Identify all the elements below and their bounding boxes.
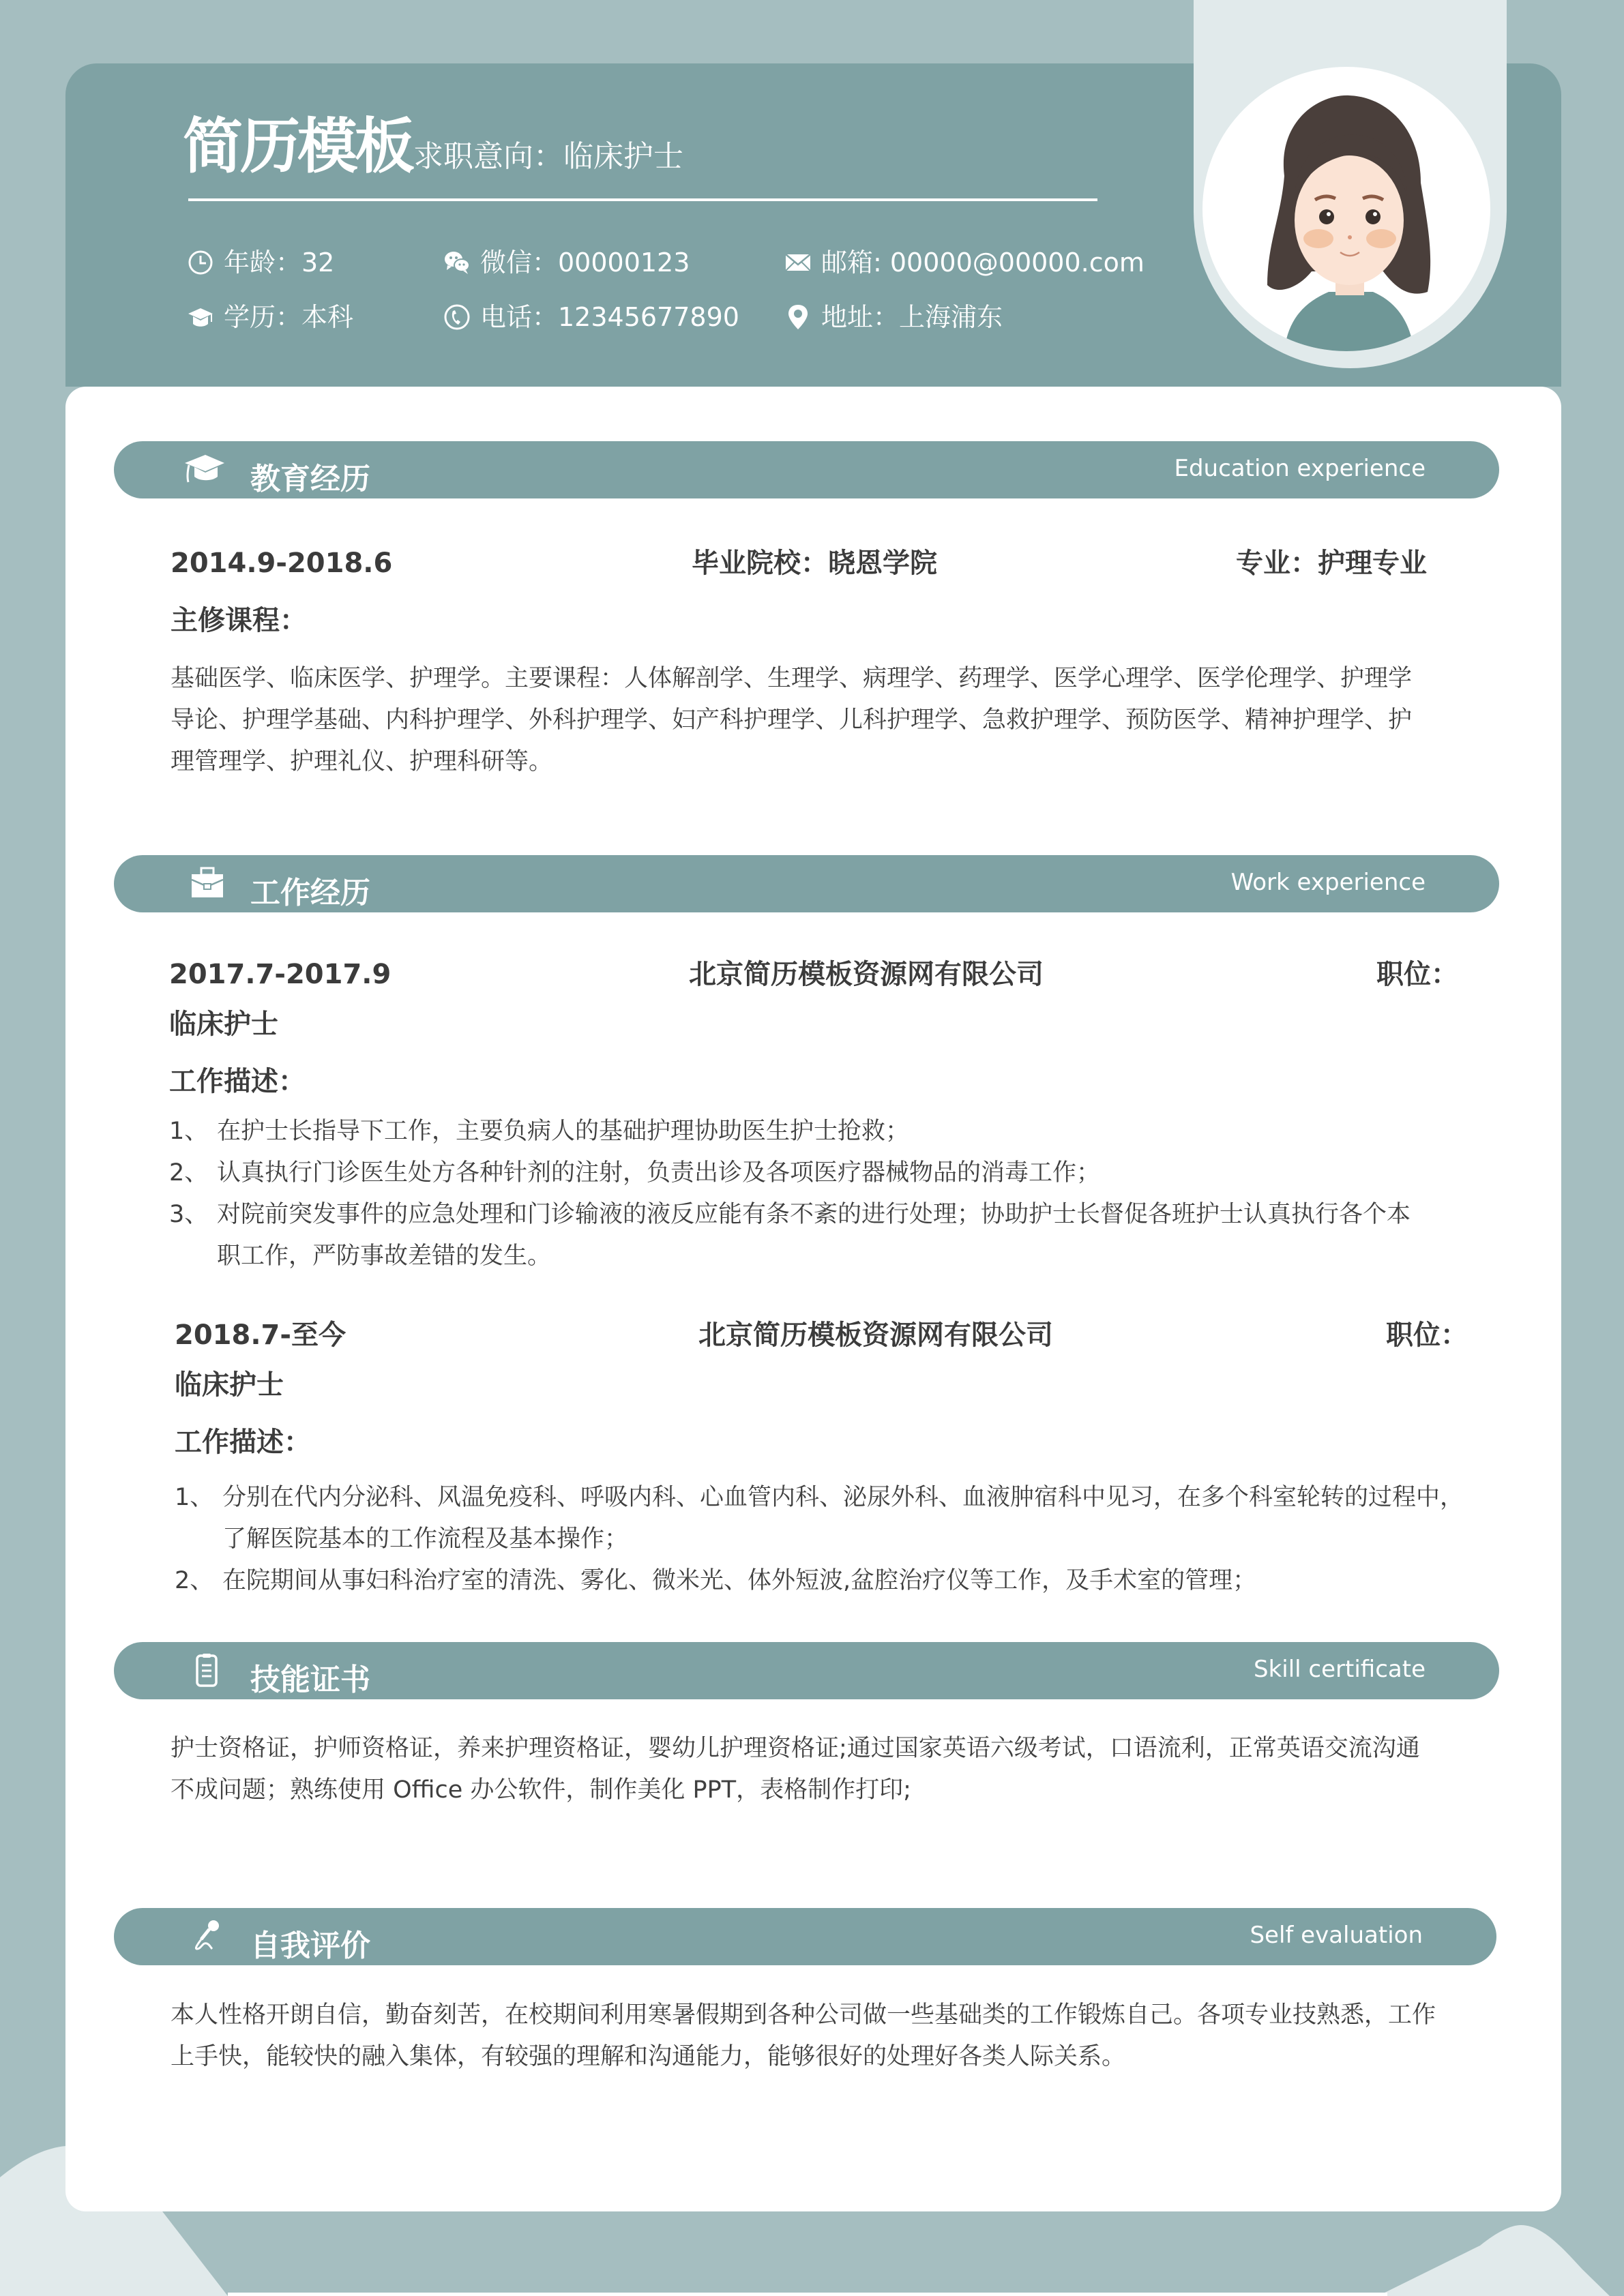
courses-line: 导论、护理学基础、内科护理学、外科护理学、妇产科护理学、儿科护理学、急救护理学、预防医学、精神护理学、护	[171, 706, 1413, 734]
job-company: 北京简历模板资源网有限公司	[698, 1320, 1053, 1351]
mail-icon	[784, 249, 812, 276]
section-title: 工作经历	[250, 876, 370, 910]
briefcase-icon	[182, 865, 226, 901]
section-title: 自我评价	[250, 1928, 370, 1963]
courses-line: 理管理学、护理礼仪、护理科研等。	[171, 748, 553, 775]
section-title-en: Education experience	[1174, 455, 1426, 482]
list-item: 2、 在院期间从事妇科治疗室的清洗、雾化、微米光、体外短波,盆腔治疗仪等工作，及手术室的管理；	[175, 1567, 1257, 1594]
skills-line: 护士资格证，护师资格证，养来护理资格证，婴幼儿护理资格证;通过国家英语六级考试，口语流利，正常英语交流沟通	[171, 1735, 1420, 1762]
courses-line: 基础医学、临床医学、护理学。主要课程：人体解剖学、生理学、病理学、药理学、医学心理学、医学伦理学、护理学	[171, 665, 1413, 692]
section-title: 技能证书	[250, 1663, 370, 1697]
avatar	[1202, 67, 1490, 351]
bottom-strip	[228, 2293, 1387, 2296]
list-item: 1、 分别在代内分泌科、风温免疫科、呼吸内科、心血管内科、泌尿外科、血液肿宿科中见习，在多个科室轮转的过程中，	[175, 1484, 1464, 1511]
phone-icon	[443, 303, 471, 331]
skills-line: 不成问题；熟练使用 Office 办公软件，制作美化 PPT，表格制作打印;	[171, 1776, 911, 1804]
job-position-label: 职位：	[1376, 959, 1458, 990]
avatar-illustration	[1202, 67, 1490, 351]
section-header-work	[114, 855, 1499, 912]
contact-education	[187, 300, 353, 334]
contact-age	[187, 245, 334, 280]
contact-wechat	[443, 245, 690, 280]
self-line: 上手快，能较快的融入集体，有较强的理解和沟通能力，能够很好的处理好各类人际关系。	[171, 2043, 1126, 2070]
email-text[interactable]: 邮箱: 00000@00000.com	[821, 248, 1145, 278]
section-header-self-evaluation	[114, 1908, 1496, 1965]
self-line: 本人性格开朗自信，勤奋刻苦，在校期间利用寒暑假期到各种公司做一些基础类的工作锻炼自己。各项专业技熟悉，工作	[171, 2001, 1436, 2029]
section-header-skills	[114, 1642, 1499, 1699]
courses-label: 主修课程：	[171, 605, 307, 636]
list-item: 2、 认真执行门诊医生处方各种针剂的注射，负责出诊及各项医疗器械物品的消毒工作；	[169, 1159, 1101, 1187]
job-position-label: 职位：	[1386, 1320, 1468, 1351]
job-period: 2017.7-2017.9	[169, 959, 392, 990]
job-objective: 求职意向：临床护士	[413, 139, 683, 174]
age-text: 年龄：32	[224, 248, 335, 278]
graduation-cap-icon	[182, 451, 226, 488]
decorative-blob-right	[1378, 2222, 1624, 2296]
job-period: 2018.7-至今	[175, 1320, 346, 1351]
contact-address	[784, 300, 1003, 334]
self-evaluation-text	[171, 1995, 1480, 2078]
courses-text	[171, 658, 1466, 783]
section-header-education	[114, 441, 1499, 498]
address-text: 地址：上海浦东	[821, 302, 1003, 332]
job-position: 临床护士	[175, 1369, 284, 1401]
contact-phone	[443, 300, 739, 334]
job-company: 北京简历模板资源网有限公司	[689, 959, 1044, 990]
job-desc-list	[169, 1111, 1465, 1277]
clock-icon	[187, 249, 214, 276]
job-desc-label: 工作描述：	[169, 1066, 306, 1097]
section-title-en: Skill certificate	[1254, 1656, 1426, 1683]
education-period: 2014.9-2018.6	[171, 548, 393, 579]
title-divider	[188, 198, 1097, 201]
job-desc-label: 工作描述：	[175, 1427, 311, 1458]
education-major: 专业：护理专业	[1236, 548, 1427, 579]
section-title: 教育经历	[250, 462, 370, 496]
microphone-icon	[182, 1918, 226, 1954]
education-school: 毕业院校：晓恩学院	[692, 548, 937, 579]
section-title-en: Self evaluation	[1250, 1922, 1423, 1949]
job-position: 临床护士	[169, 1009, 278, 1040]
list-item-continuation: 职工作，严防事故差错的发生。	[217, 1242, 552, 1270]
section-title-en: Work experience	[1230, 869, 1426, 896]
location-pin-icon	[784, 303, 812, 331]
job-desc-list	[175, 1477, 1484, 1630]
clipboard-icon	[182, 1652, 226, 1688]
phone-text[interactable]: 电话：12345677890	[480, 302, 739, 332]
list-item: 3、 对院前突发事件的应急处理和门诊输液的液反应能有条不紊的进行处理；协助护士长督促各班护士认真执行各个本	[169, 1201, 1411, 1228]
list-item-continuation: 了解医院基本的工作流程及基本操作；	[222, 1525, 629, 1553]
graduation-cap-icon	[187, 303, 214, 331]
resume-title: 简历模板	[183, 111, 413, 181]
wechat-text: 微信：00000123	[480, 248, 690, 278]
skills-text	[171, 1728, 1480, 1811]
wechat-icon	[443, 249, 471, 276]
education-text: 学历：本科	[224, 302, 354, 332]
list-item: 1、 在护士长指导下工作，主要负病人的基础护理协助医生护士抢救；	[169, 1118, 910, 1145]
contact-email	[784, 245, 1145, 280]
